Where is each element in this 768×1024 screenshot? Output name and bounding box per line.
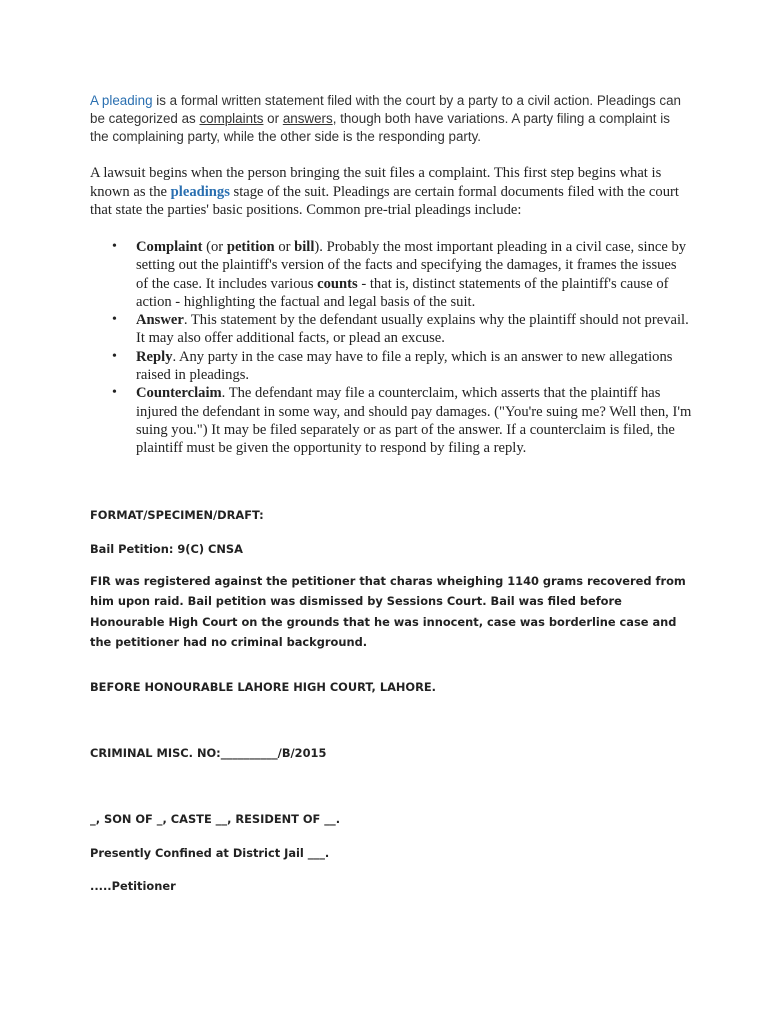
- criminal-misc-number: CRIMINAL MISC. NO:__________/B/2015: [90, 746, 327, 760]
- list-item-complaint: [112, 238, 692, 311]
- answer-text: . This statement by the defendant usually explains why the plaintiff should not prevail. It may also offer additional facts, or plead an excuse.: [136, 312, 689, 347]
- term-petition: petition: [226, 239, 275, 255]
- complaint-text-4: - that is, distinct statements of the plaintiff's cause of action - highlighting the factual and legal basis of the suit.: [136, 275, 669, 310]
- intro-text-1: is a formal written statement filed with the court by a party to a civil action. Pleadings can be categorized as: [90, 93, 681, 126]
- term-bill: bill: [294, 239, 315, 255]
- confinement-line: Presently Confined at District Jail ___.: [90, 846, 330, 860]
- complaint-text-3: ). Probably the most important pleading in a civil case, since by setting out the plaintiff's version of the facts and specifying the damages, it frames the issues of the case. It includes various: [136, 239, 687, 292]
- intro-paragraph: [90, 92, 690, 146]
- pleadings-list: [112, 238, 692, 458]
- pleading-link[interactable]: A pleading: [90, 93, 153, 108]
- term-reply: Reply: [136, 348, 173, 365]
- lawsuit-text-2: stage of the suit. Pleadings are certain formal documents filed with the court that state the parties' basic positions. Common pre-trial pleadings include:: [90, 183, 679, 218]
- answers-link[interactable]: answers: [282, 111, 333, 126]
- pleadings-keyword[interactable]: pleadings: [170, 183, 230, 200]
- petitioner-particulars: _, SON OF _, CASTE __, RESIDENT OF __.: [90, 812, 341, 826]
- bullet: •: [112, 385, 117, 401]
- complaint-text-1: (or: [202, 239, 227, 255]
- list-item-reply: [112, 348, 692, 385]
- term-counterclaim: Counterclaim: [136, 385, 222, 402]
- reply-text: . Any party in the case may have to file a reply, which is an answer to new allegations raised in pleadings.: [136, 348, 673, 384]
- lawsuit-paragraph: [90, 164, 690, 220]
- fir-paragraph: FIR was registered against the petitioner that charas wheighing 1140 grams recovered from him upon raid. Bail petition was dismissed by Sessions Court. Bail was filed before Honourable High Court on the grounds that he was innocent, case was borderline case and the petitioner had no criminal background.: [90, 574, 686, 649]
- court-heading: BEFORE HONOURABLE LAHORE HIGH COURT, LAHORE.: [90, 680, 436, 694]
- list-item-counterclaim: [112, 384, 692, 457]
- bullet: •: [112, 312, 117, 328]
- lawsuit-text-1: A lawsuit begins when the person bringing the suit files a complaint. This first step begins what is known as the: [90, 165, 662, 200]
- format-heading: FORMAT/SPECIMEN/DRAFT:: [90, 508, 264, 522]
- term-counts: counts: [317, 275, 358, 292]
- intro-text-2: , though both have variations. A party filing a complaint is the complaining party, while the other side is the responding party.: [90, 111, 670, 144]
- term-answer: Answer: [136, 312, 184, 329]
- intro-or: or: [263, 111, 283, 126]
- bail-petition-heading: Bail Petition: 9(C) CNSA: [90, 542, 243, 556]
- bullet: •: [112, 348, 117, 364]
- petitioner-label: .....Petitioner: [90, 879, 176, 893]
- bullet: •: [112, 239, 117, 254]
- term-complaint: Complaint: [136, 239, 203, 255]
- complaint-text-2: or: [274, 239, 295, 255]
- counterclaim-text: . The defendant may file a counterclaim, which asserts that the plaintiff has injured the defendant in some way, and should pay damages. ("You're suing me? Well then, I'm suing you.") It may be filed separately or as part of the answer. If a counterclaim is filed, the plaintiff must be given the opportunity to respond by filing a reply.: [136, 385, 692, 457]
- list-item-answer: [112, 311, 692, 348]
- complaints-link[interactable]: complaints: [199, 111, 264, 126]
